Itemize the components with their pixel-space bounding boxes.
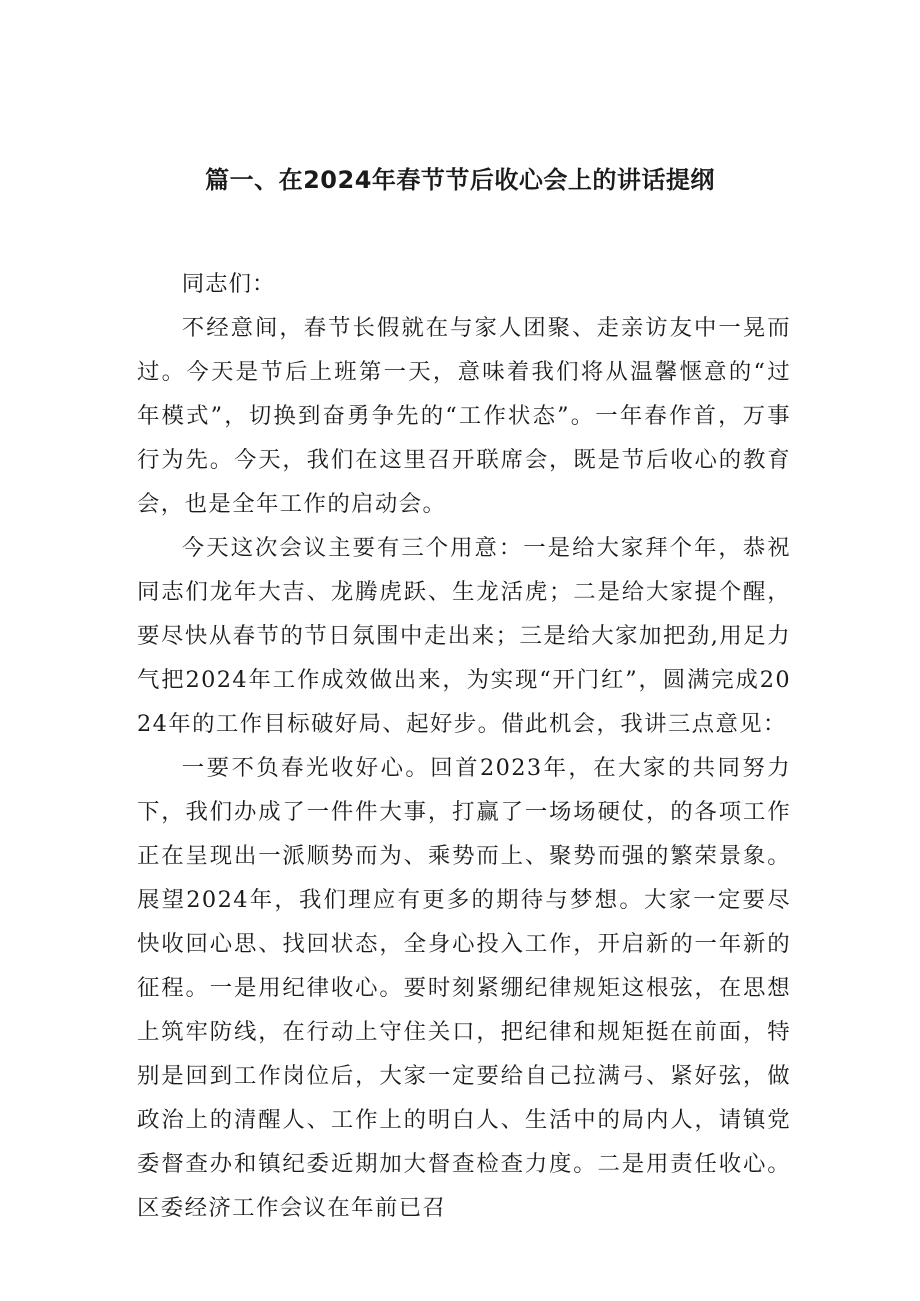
document-body	[137, 262, 791, 1230]
point-one-paragraph: 一要不负春光收好心。回首2023年，在大家的共同努力下，我们办成了一件件大事，打赢了一场场硬仗，的各项工作正在呈现出一派顺势而为、乘势而上、聚势而强的繁荣景象。展望2024年，我们理应有更多的期待与梦想。大家一定要尽快收回心思、找回状态，全身心投入工作，开启新的一年新的征程。一是用纪律收心。要时刻紧绷纪律规矩这根弦，在思想上筑牢防线，在行动上守住关口，把纪律和规矩挺在前面，特别是回到工作岗位后，大家一定要给自己拉满弓、紧好弦，做政治上的清醒人、工作上的明白人、生活中的局内人，请镇党委督查办和镇纪委近期加大督查检查力度。二是用责任收心。区委经济工作会议在年前已召	[137, 755, 791, 1221]
document-title: 篇一、在2024年春节节后收心会上的讲话提纲	[205, 166, 715, 194]
purpose-paragraph: 今天这次会议主要有三个用意：一是给大家拜个年，恭祝同志们龙年大吉、龙腾虎跃、生龙活虎；二是给大家提个醒，要尽快从春节的节日氛围中走出来；三是给大家加把劲,用足力气把2024年工作成效做出来，为实现“开门红”，圆满完成2024年的工作目标破好局、起好步。借此机会，我讲三点意见：	[137, 535, 791, 737]
greeting-paragraph: 同志们：	[181, 271, 276, 297]
intro-paragraph: 不经意间，春节长假就在与家人团聚、走亲访友中一晃而过。今天是节后上班第一天，意味着我们将从温馨惬意的“过年模式”，切换到奋勇争先的“工作状态”。一年春作首，万事行为先。今天，我们在这里召开联席会，既是节后收心的教育会，也是全年工作的启动会。	[137, 315, 791, 517]
